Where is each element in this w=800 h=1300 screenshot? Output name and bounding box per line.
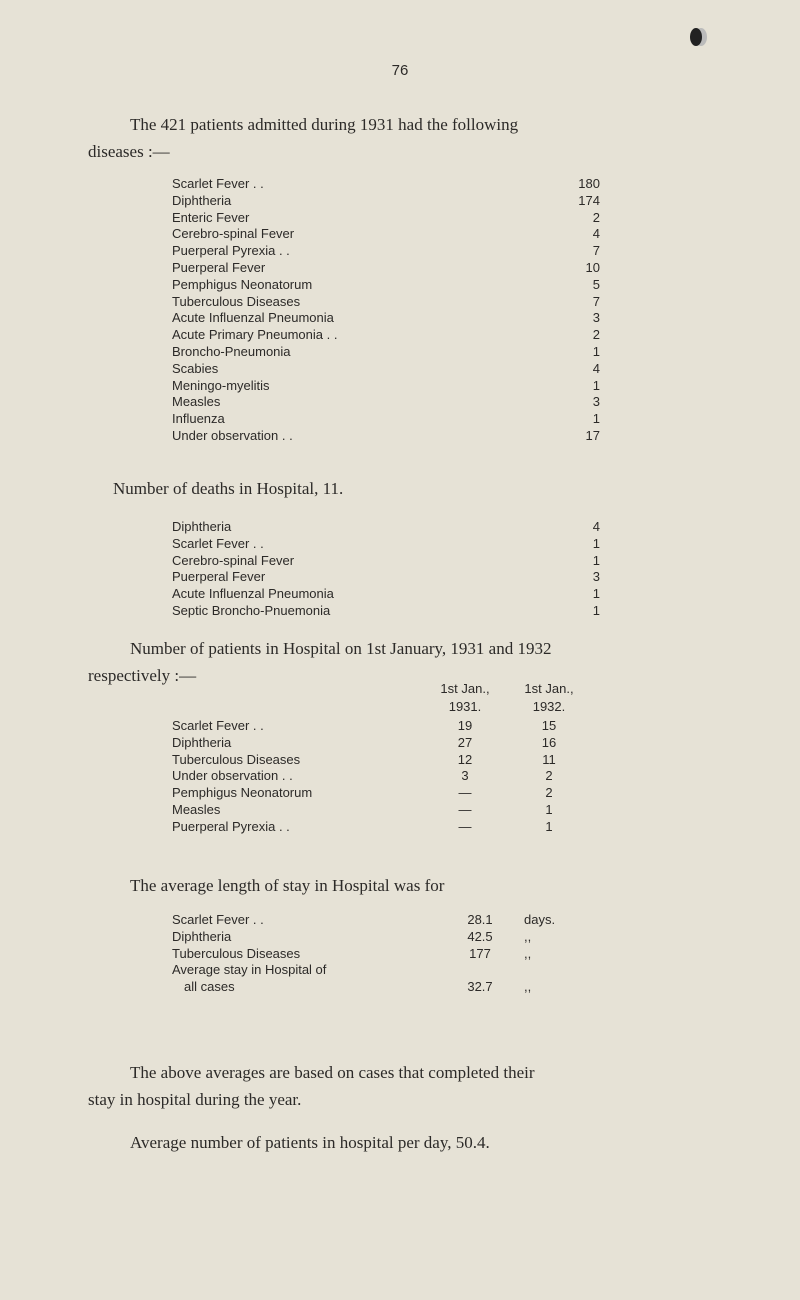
intro-line-1: The 421 patients admitted during 1931 had the following: [130, 115, 519, 134]
column-header-1931-line1: 1st Jan.,: [440, 681, 490, 696]
table-row: [172, 718, 592, 734]
disease-label: Puerperal Pyrexia . .: [172, 243, 290, 259]
disease-label: Under observation . .: [172, 428, 293, 443]
table-row: [172, 785, 592, 801]
list-item: [172, 536, 600, 552]
january-line-2: respectively :—: [88, 666, 197, 685]
table-row: [172, 962, 592, 978]
january-line-1: Number of patients in Hospital on 1st January, 1931 and 1932: [130, 639, 552, 658]
daily-average: Average number of patients in hospital per day, 50.4.: [130, 1133, 490, 1152]
list-item: [172, 226, 600, 242]
value-1932: 1: [545, 818, 553, 834]
disease-label: Diphtheria: [172, 192, 232, 208]
row-label: Puerperal Pyrexia . .: [172, 818, 290, 834]
value-1931: —: [458, 785, 472, 801]
disease-count: 4: [592, 226, 600, 242]
list-item: [172, 378, 600, 394]
disease-label: Scarlet Fever . .: [172, 176, 264, 191]
disease-count: 10: [585, 260, 600, 275]
list-item: [172, 260, 600, 276]
list-item: [172, 361, 600, 377]
disease-count: 7: [592, 243, 600, 259]
disease-label: Acute Influenzal Pneumonia: [172, 310, 334, 326]
list-item: [172, 294, 600, 310]
column-header-1931-line2: 1931.: [448, 699, 482, 714]
stay-title: The average length of stay in Hospital was for: [130, 876, 445, 895]
disease-label: Scabies: [172, 360, 219, 376]
disease-label: Broncho-Pneumonia: [172, 344, 291, 359]
death-count: 3: [592, 569, 600, 585]
disease-count: 1: [592, 377, 600, 393]
disease-label: Cerebro-spinal Fever: [172, 226, 295, 242]
list-item: [172, 243, 600, 259]
death-label: Acute Influenzal Pneumonia: [172, 586, 334, 602]
value-1931: 27: [457, 734, 473, 750]
list-item: [172, 176, 600, 192]
intro-line-2: diseases :—: [88, 142, 170, 161]
disease-count: 3: [592, 310, 600, 326]
list-item: [172, 569, 600, 585]
disease-label: Acute Primary Pneumonia . .: [172, 327, 338, 343]
list-item: [172, 428, 600, 444]
disease-label: Tuberculous Diseases: [172, 293, 301, 309]
value-1932: 1: [545, 802, 553, 817]
column-header-1931: [430, 680, 500, 716]
disease-label: Measles: [172, 394, 221, 410]
above-line-2: stay in hospital during the year.: [88, 1090, 302, 1109]
disease-count: 4: [592, 360, 600, 376]
table-row: [172, 946, 592, 962]
row-label: Measles: [172, 802, 221, 817]
table-row: [172, 768, 592, 784]
death-label: Scarlet Fever . .: [172, 535, 264, 551]
column-header-1932-line1: 1st Jan.,: [524, 681, 574, 696]
stay-unit: ,,: [524, 928, 532, 944]
value-1932: 2: [545, 768, 553, 784]
row-label: Pemphigus Neonatorum: [172, 785, 313, 801]
row-label: Diphtheria: [172, 734, 232, 750]
row-label: Scarlet Fever . .: [172, 718, 264, 733]
list-item: [172, 344, 600, 360]
column-header-1932-line2: 1932.: [532, 699, 566, 714]
disease-count: 5: [592, 276, 600, 292]
table-row: [172, 802, 592, 818]
value-1932: 16: [541, 734, 557, 750]
death-label: Septic Broncho-Pnuemonia: [172, 603, 331, 618]
stay-label: Tuberculous Diseases: [172, 945, 301, 961]
row-label: Tuberculous Diseases: [172, 751, 301, 767]
stay-label: all cases: [184, 979, 235, 995]
stay-unit: ,,: [524, 979, 532, 995]
value-1932: 15: [541, 718, 557, 733]
table-row: [172, 979, 592, 995]
list-item: [172, 327, 600, 343]
disease-label: Puerperal Fever: [172, 260, 266, 275]
list-item: [172, 411, 600, 427]
death-label: Puerperal Fever: [172, 569, 266, 585]
list-item: [172, 310, 600, 326]
disease-count: 180: [578, 176, 600, 191]
page-number: 76: [391, 62, 409, 79]
stay-label: Average stay in Hospital of: [172, 962, 327, 978]
death-count: 1: [592, 586, 600, 602]
value-1932: 2: [545, 785, 553, 801]
death-count: 1: [592, 603, 600, 618]
list-item: [172, 519, 600, 535]
stay-label: Scarlet Fever . .: [172, 912, 264, 927]
disease-label: Influenza: [172, 411, 225, 427]
list-item: [172, 193, 600, 209]
death-label: Diphtheria: [172, 519, 232, 534]
disease-count: 1: [592, 344, 600, 359]
disease-label: Meningo-myelitis: [172, 377, 270, 393]
disease-label: Enteric Fever: [172, 209, 250, 225]
table-row: [172, 912, 592, 928]
table-row: [172, 735, 592, 751]
above-line-1: The above averages are based on cases that completed their: [130, 1063, 535, 1082]
disease-count: 174: [578, 192, 600, 208]
stay-label: Diphtheria: [172, 928, 232, 944]
row-label: Under observation . .: [172, 768, 293, 784]
deaths-title: Number of deaths in Hospital, 11.: [113, 479, 344, 498]
death-count: 1: [592, 535, 600, 551]
ink-blot-icon: [690, 28, 702, 46]
value-1931: 12: [457, 751, 473, 767]
value-1931: —: [458, 818, 472, 834]
list-item: [172, 394, 600, 410]
stay-value: 177: [469, 945, 491, 961]
list-item: [172, 277, 600, 293]
disease-label: Pemphigus Neonatorum: [172, 276, 313, 292]
death-count: 1: [592, 552, 600, 568]
disease-count: 2: [592, 327, 600, 343]
value-1931: 3: [461, 768, 469, 784]
stay-value: 32.7: [467, 979, 493, 995]
column-header-1932: [514, 680, 584, 716]
table-row: [172, 929, 592, 945]
disease-count: 1: [592, 411, 600, 427]
disease-count: 17: [585, 428, 600, 443]
disease-count: 2: [592, 209, 600, 225]
list-item: [172, 603, 600, 619]
value-1931: 19: [457, 718, 473, 733]
death-count: 4: [592, 519, 600, 534]
stay-unit: days.: [524, 912, 556, 927]
list-item: [172, 586, 600, 602]
table-row: [172, 752, 592, 768]
stay-value: 28.1: [467, 912, 493, 927]
value-1931: —: [458, 802, 472, 817]
stay-unit: ,,: [524, 945, 532, 961]
disease-count: 7: [592, 293, 600, 309]
disease-count: 3: [592, 394, 600, 410]
stay-value: 42.5: [467, 928, 493, 944]
list-item: [172, 210, 600, 226]
list-item: [172, 553, 600, 569]
value-1932: 11: [542, 751, 556, 767]
table-row: [172, 819, 592, 835]
death-label: Cerebro-spinal Fever: [172, 552, 295, 568]
